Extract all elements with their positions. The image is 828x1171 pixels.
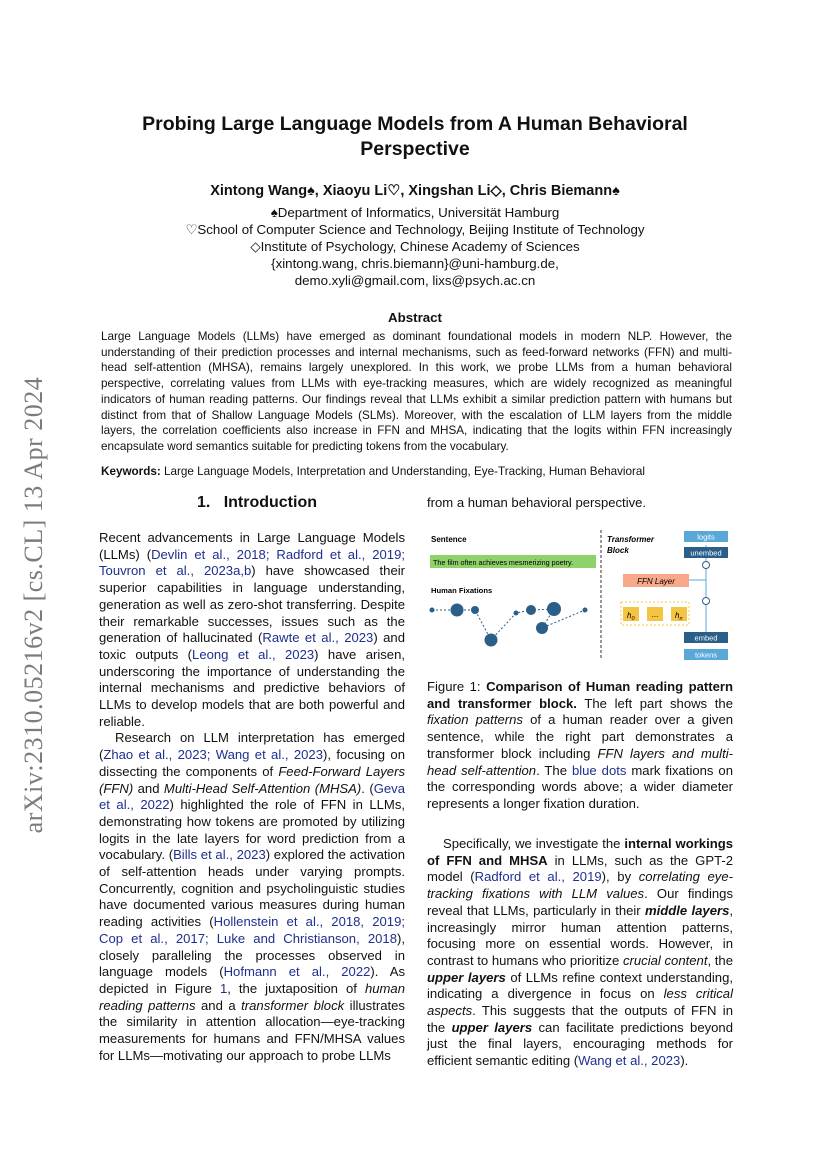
- citation-link[interactable]: Rawte et al., 2023: [262, 630, 374, 646]
- arxiv-id: arXiv:2310.05216v2 [cs.CL] 13 Apr 2024: [19, 376, 48, 834]
- citation-link[interactable]: Devlin et al., 2018; Radford et al., 2019; Touvron et al., 2023a,b: [99, 546, 405, 579]
- email: demo.xyli@gmail.com, lixs@psych.ac.cn: [294, 273, 536, 288]
- head-label: $h_n$: [675, 611, 683, 622]
- add-node-icon: [703, 562, 710, 569]
- citation-link[interactable]: Zhao et al., 2023; Wang et al., 2023: [103, 747, 323, 763]
- authors: Xintong Wang♠, Xiaoyu Li♡, Xingshan Li◇, Chris Biemann♠: [210, 183, 620, 199]
- unembed-label: unembed: [690, 548, 722, 558]
- fixation-dot: [547, 602, 561, 616]
- figure-1-svg: [428, 528, 734, 663]
- abstract-heading: Abstract: [388, 310, 442, 325]
- affiliation: ♠Department of Informatics, Universität Hamburg: [270, 205, 560, 220]
- figure-caption: Figure 1: Comparison of Human reading pattern and transformer block. The left part shows the fixation patterns of a human reader over a given sentence, while the right part demonstrates a transformer block including FFN layers and multi-head self-attention. The blue dots mark fixations on the corresponding words above; a wider diameter represents a longer fixation duration.: [427, 679, 734, 811]
- fixation-dots: [430, 602, 588, 647]
- citation-link[interactable]: Hofmann et al., 2022: [223, 964, 371, 980]
- right-column-topline: from a human behavioral perspective.: [427, 495, 647, 510]
- fixation-dot: [451, 604, 464, 617]
- paper-title: [100, 112, 730, 162]
- figure-1: [428, 528, 734, 663]
- tokens-label: tokens: [694, 650, 718, 660]
- head-label: $h_0$: [627, 611, 635, 622]
- keywords: [101, 465, 741, 478]
- transformer-label: Block: [607, 546, 629, 555]
- transformer-label: Transformer: [607, 535, 654, 544]
- section-heading: [98, 494, 416, 512]
- section-title: Introduction: [223, 494, 317, 511]
- figure-ref-link[interactable]: 1: [219, 980, 228, 996]
- abstract-text: Large Language Models (LLMs) have emerged as dominant foundational models in modern NLP. However, the understanding of their prediction processes and internal mechanisms, such as feed-forward networks (FFN) and multi-head self-attention (MHSA), remains largely unexplored. In this work, we probe LLMs from a human behavioral perspective, correlating values from LLMs with eye-tracking measures, which are widely recognized as meaningful indicators of human reading patterns. Our findings reveal that LLMs exhibit a similar prediction pattern with humans but distinct from that of Shallow Language Models (SLMs). Moreover, with the escalation of LLM layers from the middle layers, the correlation coefficients also increase in FFN and MHSA, indicating that the logits within FFN increasingly encapsulate word semantics suitable for predicting tokens from the vocabulary.: [101, 330, 732, 453]
- ffn-connector: [689, 569, 706, 580]
- title-line-1: Probing Large Language Models from A Human Behavioral: [142, 113, 688, 135]
- fixations-label: Human Fixations: [431, 586, 493, 595]
- citation-link[interactable]: Geva et al., 2022: [99, 780, 405, 813]
- citation-link[interactable]: Wang et al., 2023: [578, 1053, 681, 1069]
- arxiv-sidebar: [14, 365, 54, 845]
- fixation-dot: [485, 634, 498, 647]
- head-ellipsis: ...: [651, 610, 659, 619]
- right-column: [427, 836, 733, 1070]
- embed-label: embed: [694, 633, 718, 643]
- citation-link[interactable]: Leong et al., 2023: [192, 646, 315, 662]
- affiliation: ◇Institute of Psychology, Chinese Academy of Sciences: [250, 239, 580, 254]
- citation-link[interactable]: Hollenstein et al., 2018, 2019; Cop et al., 2017; Luke and Christianson, 2018: [99, 914, 406, 946]
- sentence-text: The film often achieves mesmerizing poetry.: [433, 558, 574, 567]
- email: {xintong.wang, chris.biemann}@uni-hamburg.de,: [271, 256, 559, 271]
- fixation-dot: [471, 606, 479, 614]
- ffn-label: FFN Layer: [637, 577, 675, 586]
- left-column: [99, 530, 405, 1065]
- fixation-dot: [583, 608, 588, 613]
- fixation-dot: [536, 622, 548, 634]
- citation-link[interactable]: Radford et al., 2019: [474, 869, 602, 885]
- title-line-2: Perspective: [360, 138, 470, 160]
- keywords-text: Large Language Models, Interpretation and Understanding, Eye-Tracking, Human Behavioral: [164, 465, 646, 478]
- section-number: 1.: [197, 494, 211, 511]
- citation-link[interactable]: Bills et al., 2023: [173, 847, 266, 863]
- fixation-dot: [526, 605, 536, 615]
- paragraph: Specifically, we investigate the internal workings of FFN and MHSA in LLMs, such as the GPT-2 model (Radford et al., 2019), by correlating eye-tracking fixations with LLM values. Our findings reveal that LLMs, particularly in their middle layers, increasingly mirror human attention patterns, focusing more on essential words. However, in contrast to humans who prioritize crucial content, the upper layers of LLMs refine context understanding, indicating a divergence in focus on less critical aspects. This suggests that the outputs of FFN in the upper layers can facilitate predictions beyond just the final layers, encouraging methods for efficient semantic editing (Wang et al., 2023).: [427, 836, 734, 1069]
- add-node-icon: [703, 598, 710, 605]
- affiliations: [100, 204, 730, 289]
- fixation-dot: [514, 611, 519, 616]
- affiliation: ♡School of Computer Science and Technology, Beijing Institute of Technology: [185, 222, 645, 237]
- paragraph: Recent advancements in Large Language Models (LLMs) (Devlin et al., 2018; Radford et al., 2019; Touvron et al., 2023a,b) have showcased their superior capabilities in language understanding, generation as well as zero-shot transferring. Despite their remarkable successes, issues such as the generation of hallucinated (Rawte et al., 2023) and toxic outputs (Leong et al., 2023) have arisen, underscoring the importance of understanding the internal mechanisms and predictive behaviors of LLMs to develop models that are both powerful and reliable.: [99, 530, 405, 729]
- sentence-label: Sentence: [431, 535, 467, 544]
- paragraph: Research on LLM interpretation has emerged (Zhao et al., 2023; Wang et al., 2023), focusing on dissecting the components of Feed-Forward Layers (FFN) and Multi-Head Self-Attention (MHSA). (Geva et al., 2022) highlighted the role of FFN in LLMs, demonstrating how tokens are promoted by utilizing logits in the late layers for word prediction from a vocabulary. (Bills et al., 2023) explored the activation of self-attention heads under varying prompts. Concurrently, cognition and psycholinguistic studies have documented various measures during human reading activities (Hollenstein et al., 2018, 2019; Cop et al., 2017; Luke and Christianson, 2018), closely paralleling the processes observed in language models (Hofmann et al., 2022). As depicted in Figure 1, the juxtaposition of human reading patterns and a transformer block illustrates the similarity in attention allocation—eye-tracking measurements for humans and FFN/MHSA values for LLMs—motivating our approach to probe LLMs: [99, 730, 406, 1063]
- keywords-label: Keywords:: [101, 465, 161, 478]
- logits-label: logits: [697, 532, 715, 542]
- fixation-dot: [430, 608, 435, 613]
